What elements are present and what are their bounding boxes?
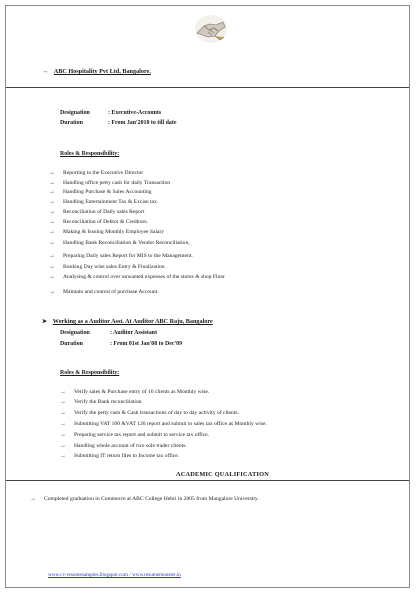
list-item: → Handling office petty cash for daily Transaction <box>49 180 171 186</box>
right-arrow-icon: → <box>42 68 49 75</box>
list-item: → Analysing & control over unwanted expenses of the stores & shop Floor <box>49 274 226 280</box>
job1-company: ABC Hospitality Pvt Ltd, Bangalore. <box>53 68 151 75</box>
handshake-icon <box>194 14 228 44</box>
list-item: → Handling Bank Reconciliation & Vendor Reconciliation, <box>49 240 190 246</box>
footer-link-cv-resumesamples[interactable]: www.cv-resumesamples.blogspot.com <box>48 572 128 578</box>
right-arrow-icon: → <box>49 274 55 280</box>
list-item: → Reconciliation of Debtor & Creditors. <box>49 219 148 225</box>
right-arrow-icon: → <box>49 170 55 176</box>
list-item: → Reporting to the Executive Director <box>49 170 144 176</box>
academic-heading: ACADEMIC QUALIFICATION <box>176 471 269 478</box>
list-item: → Preparing service tax report and submit to service tax office. <box>60 432 210 438</box>
list-item: → Booking Day wise sales Entry & Finalization <box>49 264 165 270</box>
right-arrow-icon: → <box>49 289 55 295</box>
right-arrow-icon: → <box>49 240 55 246</box>
list-item: → Submitting IT return files to Income tax office. <box>60 453 180 459</box>
job2-designation-value: : Auditor Assistant <box>110 330 158 336</box>
section-divider <box>6 87 409 88</box>
job1-designation-value: : Executive-Accounts <box>108 110 162 116</box>
list-item: → Preparing Daily sales Report for MIS to the Management. <box>49 253 193 259</box>
job1-roles-heading: Roles & Responsibility: <box>60 151 120 157</box>
right-arrow-icon: → <box>60 399 66 405</box>
right-arrow-icon: → <box>49 229 55 235</box>
right-arrow-icon: → <box>60 421 66 427</box>
list-item: → Verify the Bank reconciliation <box>60 399 142 405</box>
right-arrow-icon: → <box>30 496 36 502</box>
job1-duration-label: Duration <box>60 120 83 126</box>
job1-company-line <box>42 68 151 75</box>
right-arrow-icon: → <box>60 453 66 459</box>
list-item: → Making & Issuing Monthly Employee Salary <box>49 229 165 235</box>
job1-designation-label: Designation <box>60 110 90 116</box>
right-arrow-icon: → <box>49 209 55 215</box>
right-arrow-icon: → <box>60 432 66 438</box>
job2-company: Working as a Auditor Asst. At Auditor ABC Raju, Bangalore <box>52 318 213 325</box>
job2-company-line <box>42 318 213 325</box>
right-arrow-icon: → <box>49 180 55 186</box>
right-arrow-icon: → <box>60 443 66 449</box>
job2-roles-heading: Roles & Responsibility: <box>60 370 120 376</box>
section-divider <box>6 480 409 481</box>
job2-duration-label: Duration <box>60 341 83 347</box>
right-arrow-icon: → <box>49 199 55 205</box>
right-arrow-icon: → <box>49 189 55 195</box>
list-item: → Reconciliation of Daily sales Report <box>49 209 145 215</box>
right-arrow-icon: → <box>60 410 66 416</box>
list-item: → Verify the petty cash & Cash transactions of day to day activity of clients. <box>60 410 239 416</box>
right-arrow-icon: → <box>49 219 55 225</box>
list-item: → Handling whole account of two sole trader clients. <box>60 443 187 449</box>
job1-duration-value: : From Jan'2010 to till date <box>108 120 177 126</box>
right-arrow-icon: → <box>60 389 66 395</box>
list-item: → Verify sales & Purchase entry of 16 clients as Monthly wise. <box>60 389 210 395</box>
footer-links <box>48 572 181 578</box>
arrowhead-bullet-icon: ➤ <box>42 318 48 325</box>
list-item: → Submitting VAT 100 &VAT 120 report and submit to sales tax office as Monthly wise. <box>60 421 267 427</box>
footer-link-resumemonster[interactable]: www.resumemonster.in <box>131 572 181 578</box>
academic-item: → Completed graduation in Commerce at ABC College Hebri in 2005 from Mangalore University. <box>30 496 259 502</box>
job2-designation-label: Designation <box>60 330 90 336</box>
list-item: → Handling Purchase & Sales Accounting <box>49 189 152 195</box>
list-item: → Handling Entertainment Tax & Excise tax <box>49 199 157 205</box>
list-item: → Maintain and control of purchase Account. <box>49 289 159 295</box>
right-arrow-icon: → <box>49 253 55 259</box>
footer-separator: / <box>127 572 132 578</box>
right-arrow-icon: → <box>49 264 55 270</box>
job2-duration-value: : From 01st Jan'08 to Dec'09 <box>110 341 183 347</box>
